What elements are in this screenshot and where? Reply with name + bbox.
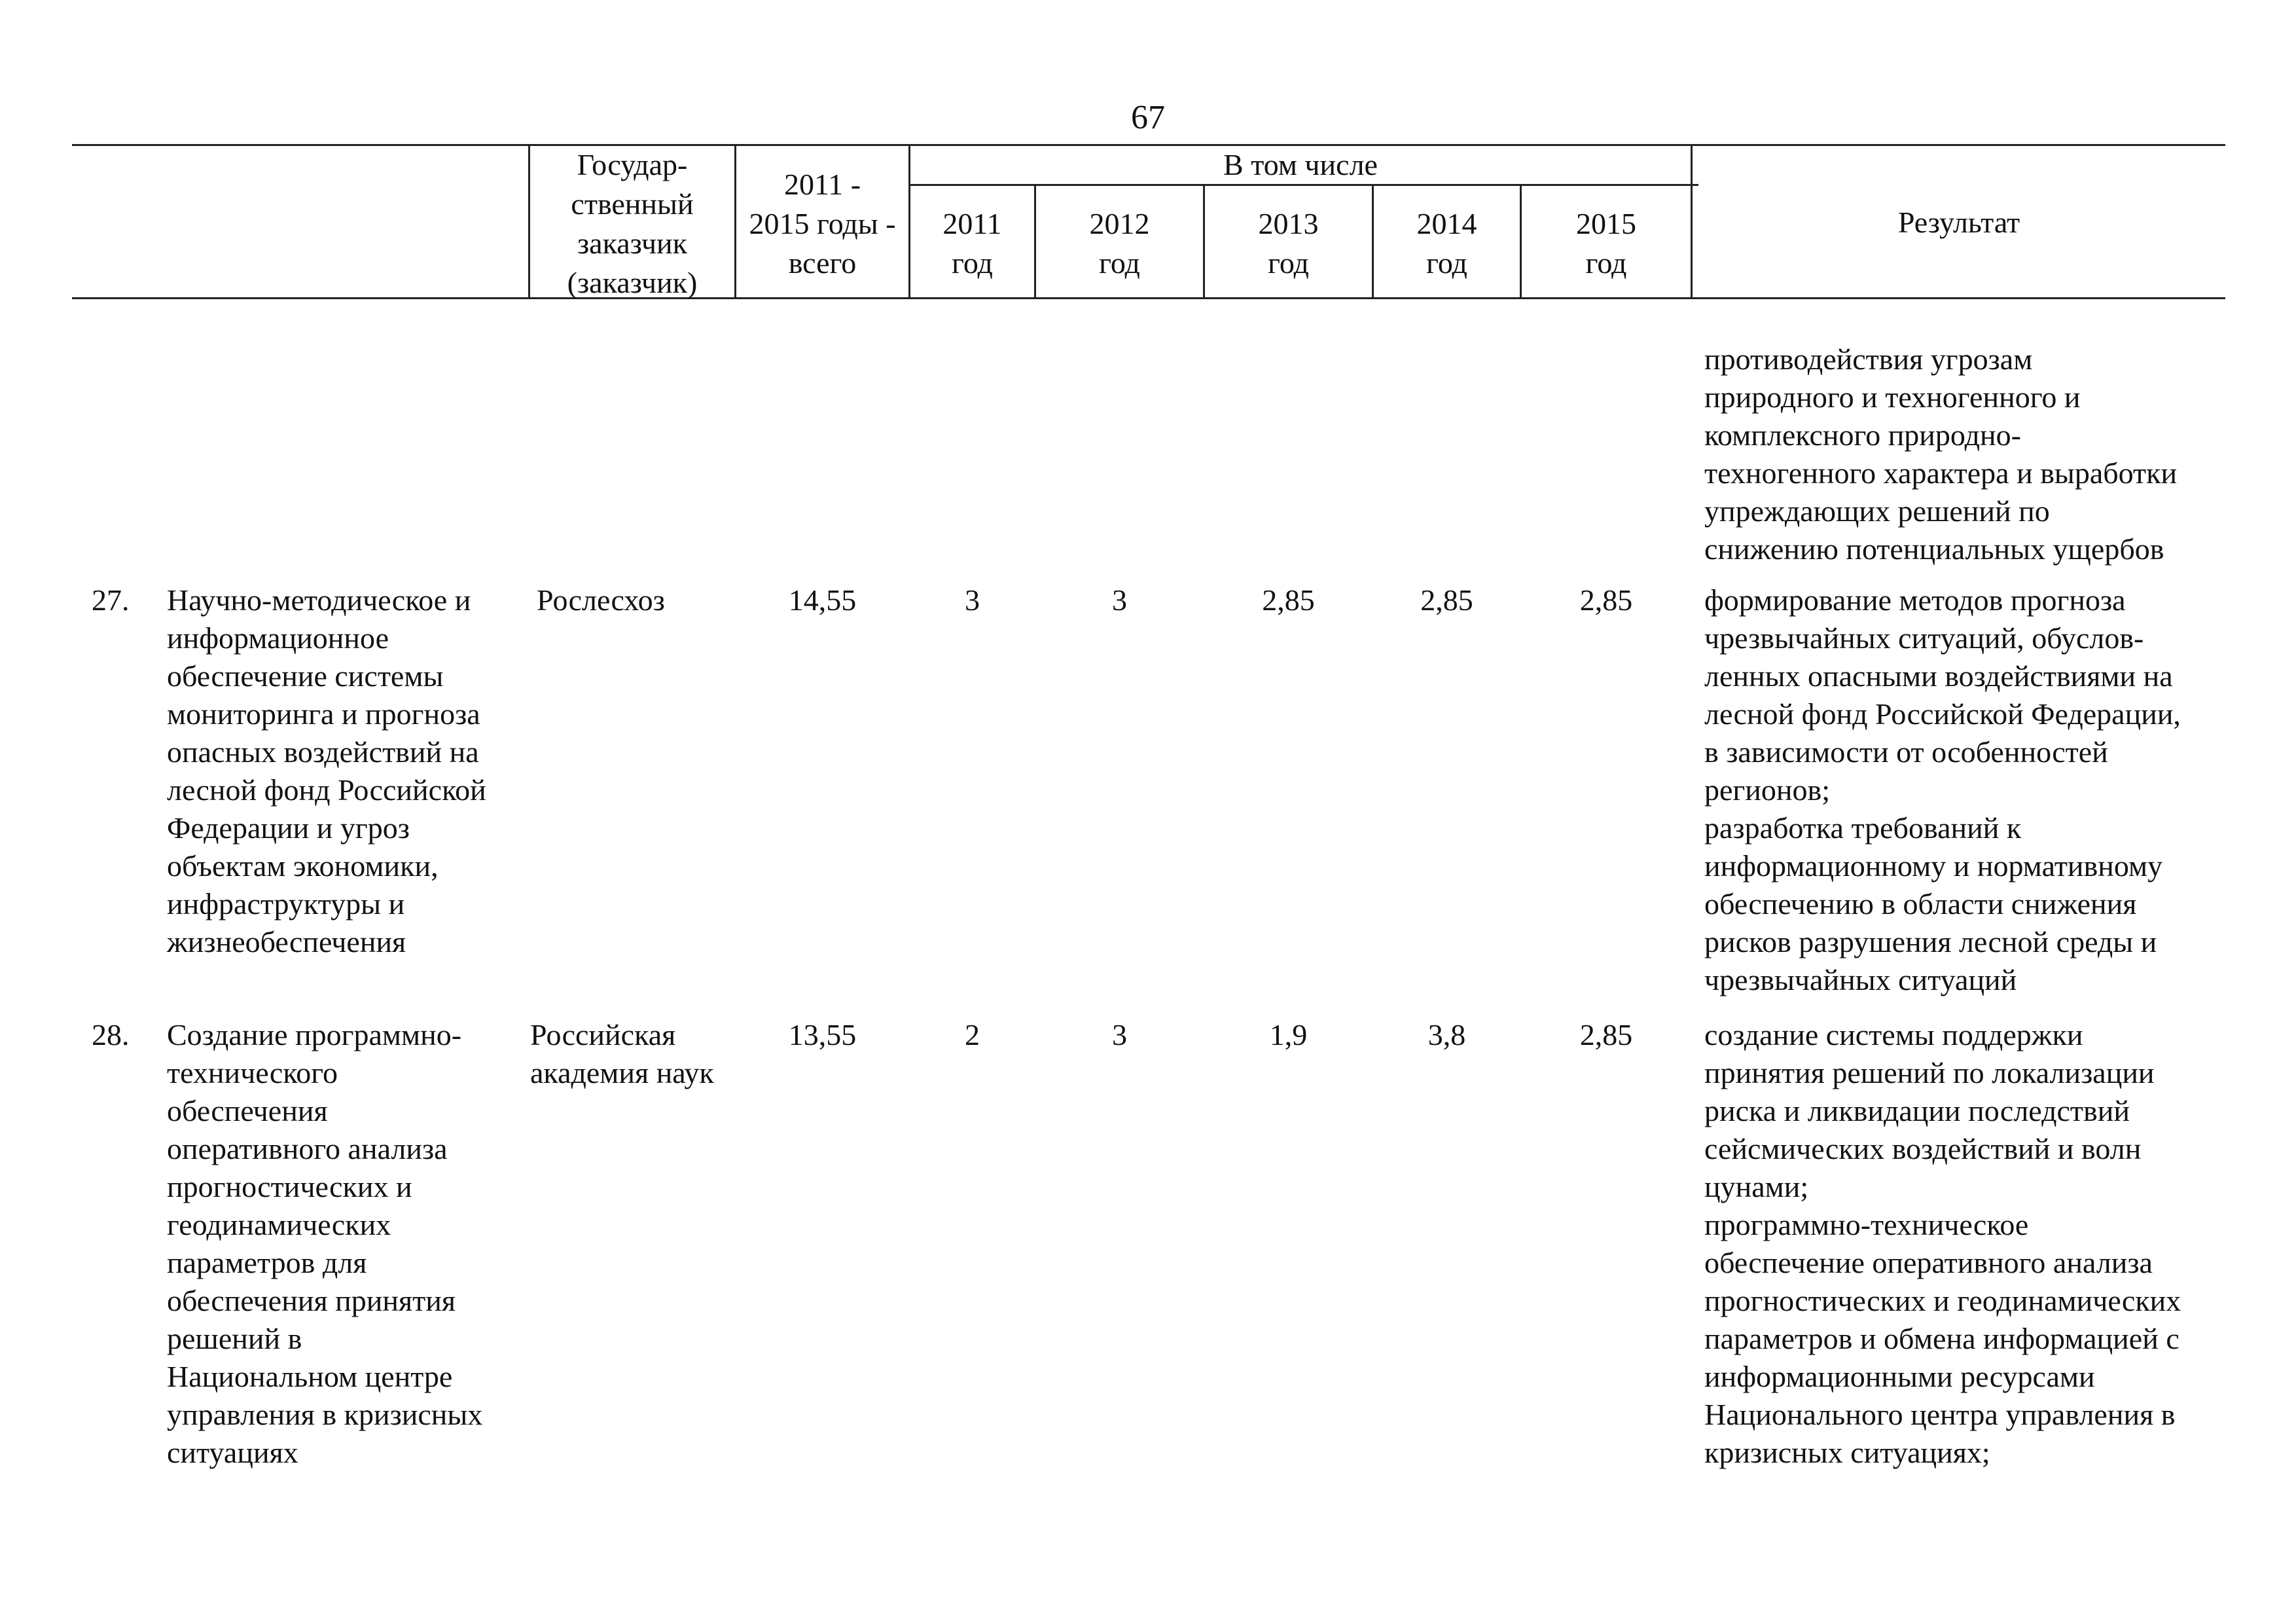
header-year-2014: 2014 год — [1416, 207, 1477, 280]
header-year-2013: 2013 год — [1258, 207, 1319, 280]
row-2012: 3 — [1112, 1018, 1127, 1051]
header-year-2012: 2012 год — [1089, 207, 1150, 280]
header-including: В том числе — [1223, 148, 1378, 181]
header-total: 2011 - 2015 годы - всего — [749, 168, 896, 280]
row-2014: 2,85 — [1420, 583, 1473, 617]
row-number: 27. — [92, 583, 130, 617]
row-customer: Российская академия наук — [530, 1018, 714, 1089]
row-total: 13,55 — [788, 1018, 857, 1051]
header-year-2015: 2015 год — [1576, 207, 1636, 280]
row-2013: 1,9 — [1269, 1018, 1308, 1051]
row-2015: 2,85 — [1579, 583, 1633, 617]
row-customer: Рослесхоз — [537, 583, 665, 617]
row-2011: 3 — [965, 583, 980, 617]
row-result: формирование методов прогноза чрезвычайных ситуаций, обуслов- ленных опасными воздействиями на лесной фонд Российской Федерации, в зависимости от особенностей регионов; разработка требований к информационному и нормативному обеспечению в области снижения рисков разрушения лесной среды и чрезвычайных ситуаций — [1704, 583, 2181, 996]
header-customer: Государ- ственный заказчик (заказчик) — [567, 148, 698, 299]
row-2012: 3 — [1112, 583, 1127, 617]
row-name: Научно-методическое и информационное обеспечение системы мониторинга и прогноза опасных воздействий на лесной фонд Российской Федерации и угроз объектам экономики, инфраструктуры и жизнеобеспечения — [167, 583, 486, 958]
header-year-2011: 2011 год — [942, 207, 1002, 280]
row-2013: 2,85 — [1262, 583, 1315, 617]
row-2014: 3,8 — [1427, 1018, 1466, 1051]
header-bottom-rule — [72, 297, 2225, 299]
header-result: Результат — [1897, 206, 2020, 239]
row-result: создание системы поддержки принятия решений по локализации риска и ликвидации последствий сейсмических воздействий и волн цунами; программно-техническое обеспечение оперативного анализа прогностических и геодинамических параметров и обмена информацией с информационными ресурсами Национального центра управления в кризисных ситуациях; — [1704, 1018, 2181, 1469]
row-number: 28. — [92, 1018, 130, 1051]
continuation-result: противодействия угрозам природного и техногенного и комплексного природно- техногенного характера и выработки упреждающих решений по снижению потенциальных ущербов — [1704, 342, 2178, 566]
row-2015: 2,85 — [1579, 1018, 1633, 1051]
row-2011: 2 — [965, 1018, 980, 1051]
row-name: Создание программно- технического обеспечения оперативного анализа прогностических и геодинамических параметров для обеспечения принятия решений в Национальном центре управления в кризисных ситуациях — [167, 1018, 483, 1469]
page-number: 67 — [1131, 99, 1165, 136]
row-total: 14,55 — [788, 583, 857, 617]
